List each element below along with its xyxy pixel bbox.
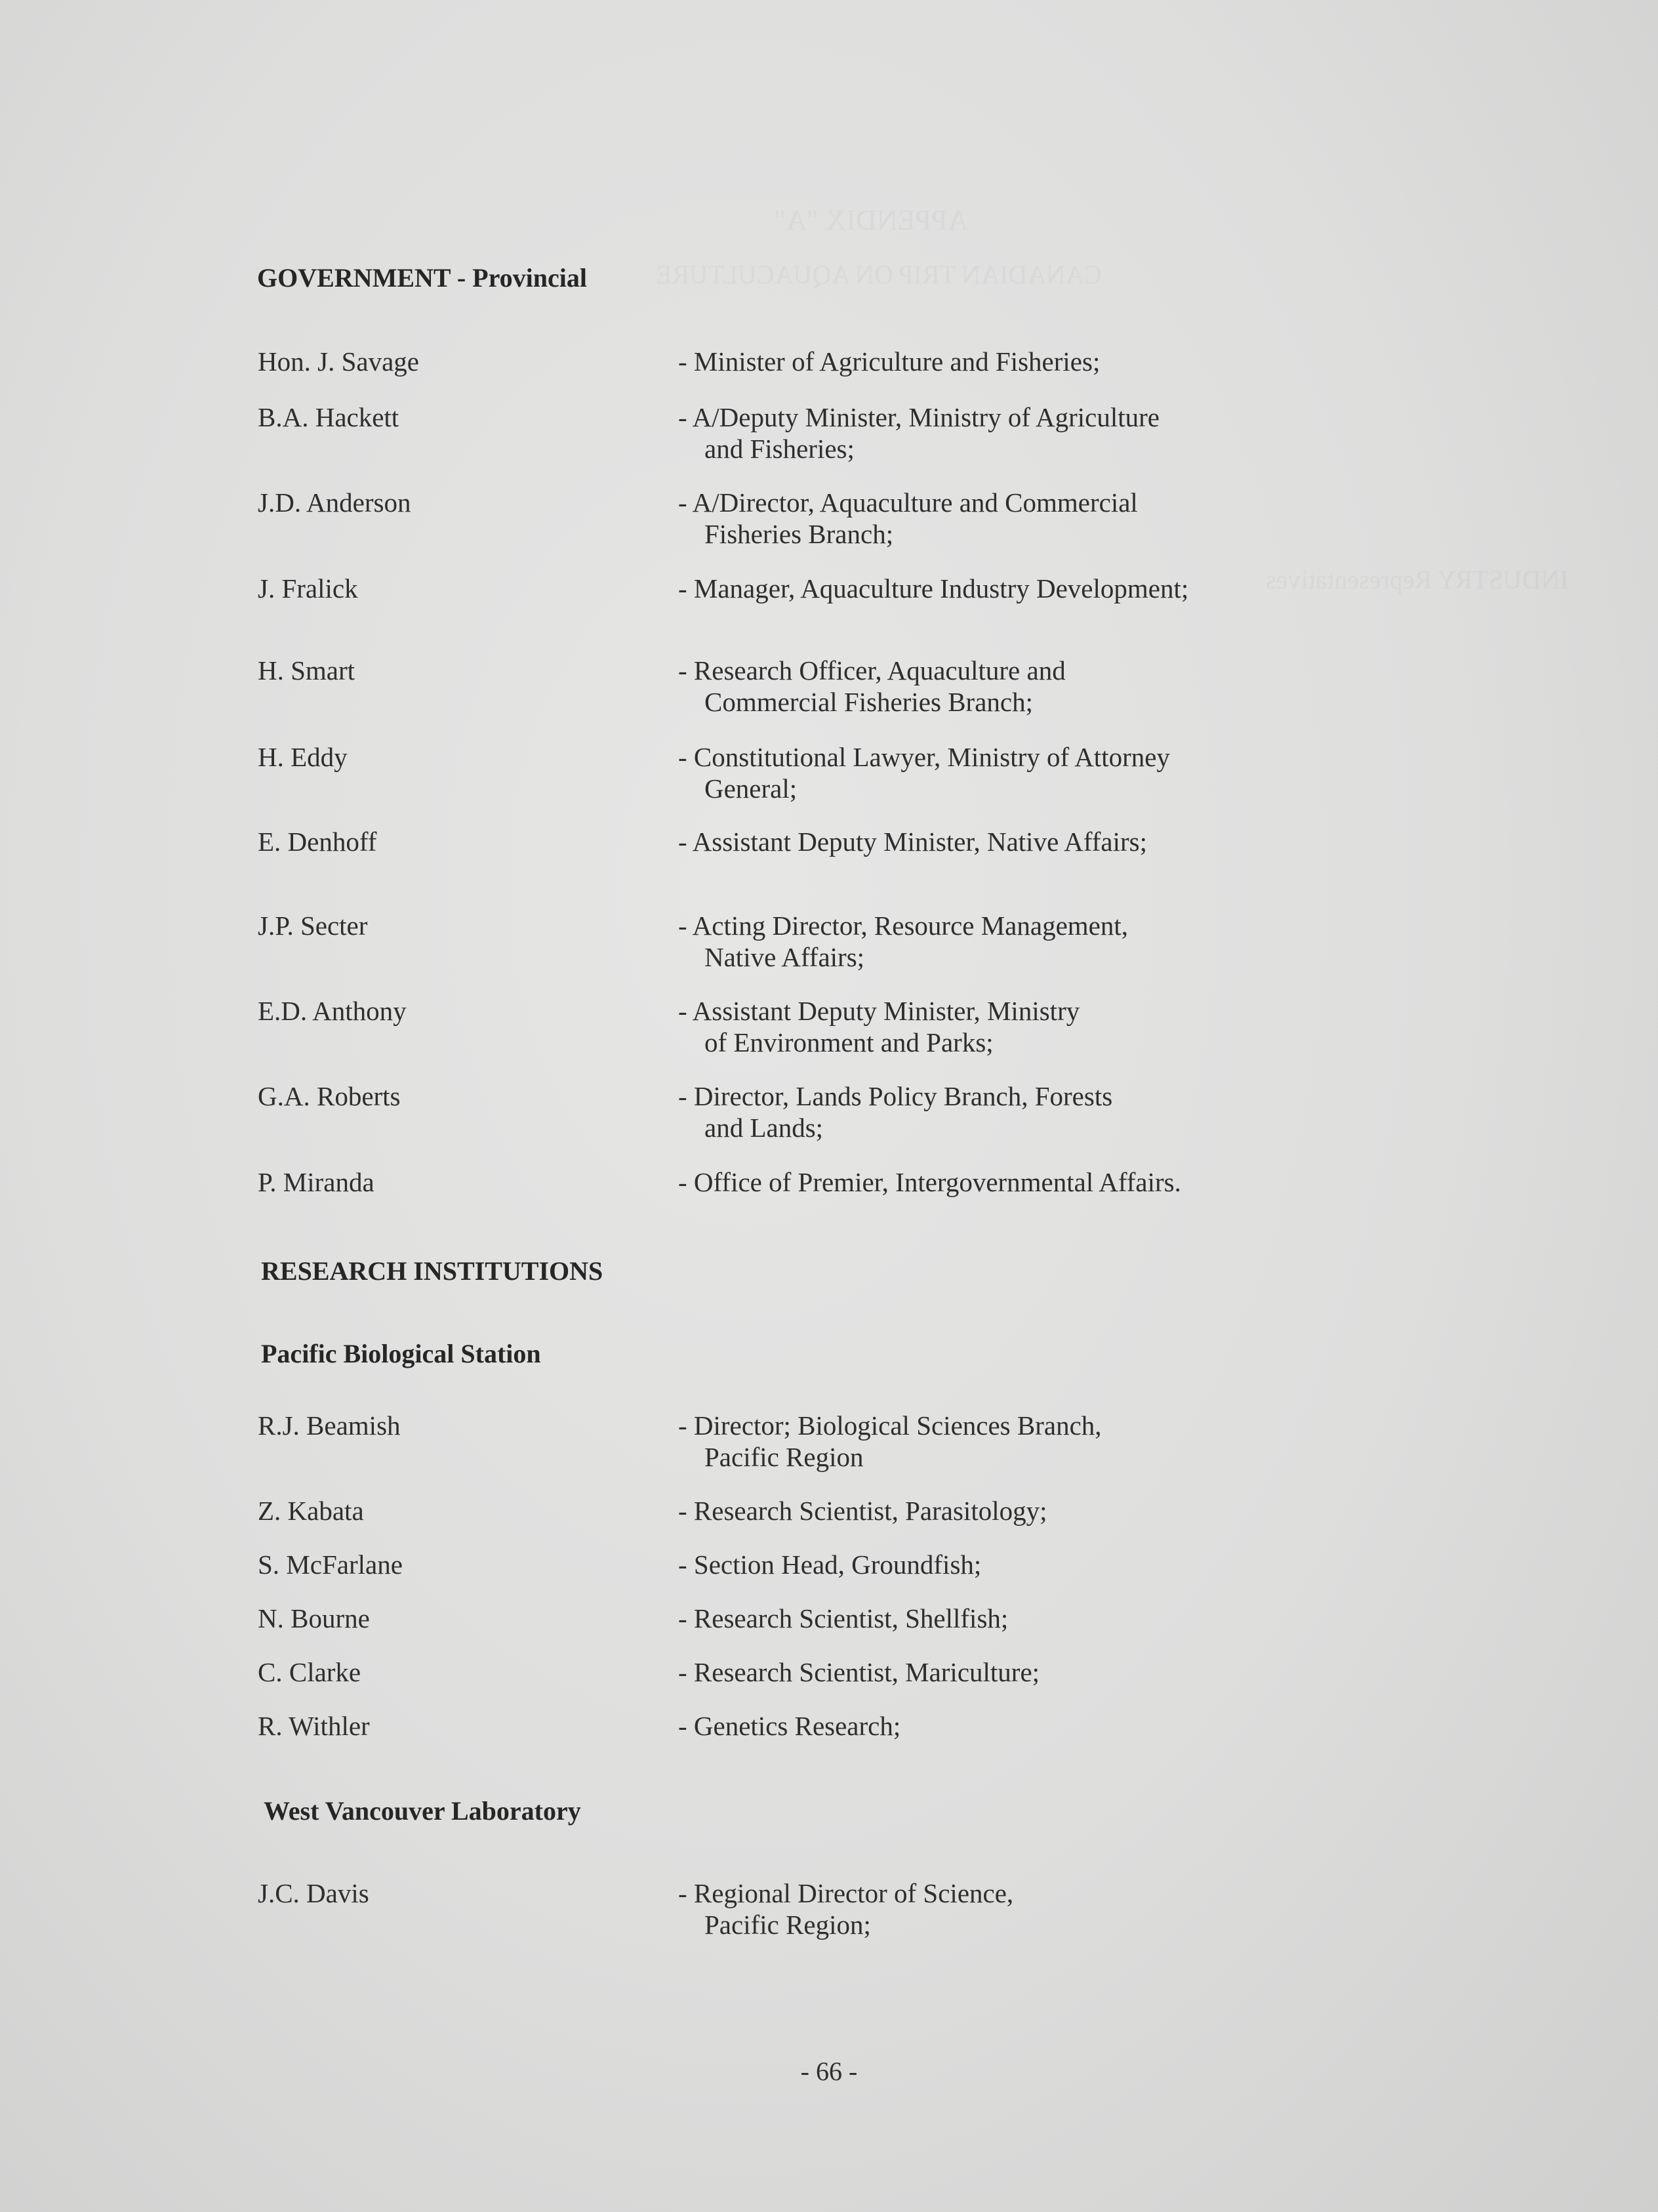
entry-description-line: and Fisheries; — [704, 434, 855, 464]
entry-description-line: Pacific Region — [704, 1442, 864, 1472]
entry-description — [678, 826, 1147, 857]
subsection-heading-pbs: Pacific Biological Station — [261, 1339, 541, 1368]
entry-description-line: - Director, Lands Policy Branch, Forests — [678, 1081, 1113, 1111]
entry-description-line: - Research Officer, Aquaculture and — [678, 655, 1066, 686]
entry-name: B.A. Hackett — [258, 402, 399, 432]
entry-name: R. Withler — [258, 1711, 370, 1741]
entry-description — [678, 1495, 1047, 1526]
entry-description — [678, 1877, 1013, 1940]
show-through-text — [656, 259, 1102, 290]
entry-name: J.D. Anderson — [258, 487, 411, 518]
entry-description — [678, 573, 1188, 604]
entry-name: J. Fralick — [258, 573, 358, 604]
entry-name: P. Miranda — [258, 1167, 374, 1197]
entry-description — [678, 1549, 981, 1580]
entry-description — [678, 1166, 1181, 1198]
entry-name: Hon. J. Savage — [258, 346, 419, 377]
entry-description-line: - Minister of Agriculture and Fisheries; — [678, 346, 1101, 377]
entry-name: J.P. Secter — [258, 911, 368, 941]
entry-description-line: - Assistant Deputy Minister, Native Affairs; — [678, 827, 1148, 857]
entry-description-line: General; — [704, 773, 798, 804]
entry-description-line: Pacific Region; — [704, 1910, 871, 1940]
entry-description — [678, 741, 1170, 804]
entry-description — [678, 995, 1080, 1058]
entry-description-line: Fisheries Branch; — [704, 519, 894, 549]
entry-description-line: - A/Deputy Minister, Ministry of Agriculture — [678, 402, 1160, 432]
entry-description-line: - Director; Biological Sciences Branch, — [678, 1410, 1102, 1441]
entry-description-line: - A/Director, Aquaculture and Commercial — [678, 487, 1138, 518]
entry-description-line: - Office of Premier, Intergovernmental Affairs. — [678, 1167, 1181, 1197]
subsection-heading-wvl: West Vancouver Laboratory — [264, 1796, 581, 1826]
entry-description-line: - Regional Director of Science, — [678, 1878, 1014, 1908]
entry-name: G.A. Roberts — [258, 1081, 401, 1111]
entry-description-line: - Section Head, Groundfish; — [678, 1549, 982, 1580]
entry-name: C. Clarke — [258, 1657, 361, 1687]
show-through-text — [774, 203, 968, 237]
entry-description — [678, 487, 1138, 550]
entry-description — [678, 1656, 1040, 1688]
show-through-text — [1266, 564, 1569, 595]
entry-description-line: - Manager, Aquaculture Industry Development; — [678, 573, 1189, 604]
entry-name: E.D. Anthony — [258, 996, 407, 1026]
entry-description-line: Commercial Fisheries Branch; — [704, 687, 1033, 717]
entry-name: S. McFarlane — [258, 1549, 403, 1580]
entry-description — [678, 1603, 1008, 1634]
entry-name: N. Bourne — [258, 1603, 370, 1633]
entry-description-line: - Assistant Deputy Minister, Ministry — [678, 996, 1080, 1026]
page-number: - 66 - — [800, 2057, 858, 2086]
section-heading-government: GOVERNMENT - Provincial — [257, 263, 587, 293]
entry-name: H. Eddy — [258, 742, 348, 772]
entry-description-line: - Genetics Research; — [678, 1711, 901, 1741]
entry-description-line: - Research Scientist, Parasitology; — [678, 1496, 1047, 1526]
section-heading-research: RESEARCH INSTITUTIONS — [261, 1256, 603, 1286]
entry-description — [678, 910, 1128, 973]
entry-description-line: - Research Scientist, Mariculture; — [678, 1657, 1040, 1687]
entry-name: E. Denhoff — [258, 827, 377, 857]
entry-description — [678, 1080, 1112, 1143]
entry-name: R.J. Beamish — [258, 1410, 401, 1441]
entry-description-line: - Research Scientist, Shellfish; — [678, 1603, 1009, 1633]
entry-name: H. Smart — [258, 655, 355, 686]
entry-description — [678, 1710, 900, 1742]
entry-description-line: of Environment and Parks; — [704, 1027, 994, 1057]
entry-description — [678, 655, 1066, 718]
entry-name: Z. Kabata — [258, 1496, 364, 1526]
entry-description-line: and Lands; — [704, 1113, 824, 1143]
entry-description-line: - Constitutional Lawyer, Ministry of Attorney — [678, 742, 1170, 772]
entry-name: J.C. Davis — [258, 1878, 369, 1908]
entry-description — [678, 346, 1100, 377]
entry-description — [678, 1410, 1102, 1473]
entry-description-line: Native Affairs; — [704, 942, 865, 972]
entry-description-line: - Acting Director, Resource Management, — [678, 911, 1129, 941]
entry-description — [678, 401, 1160, 464]
